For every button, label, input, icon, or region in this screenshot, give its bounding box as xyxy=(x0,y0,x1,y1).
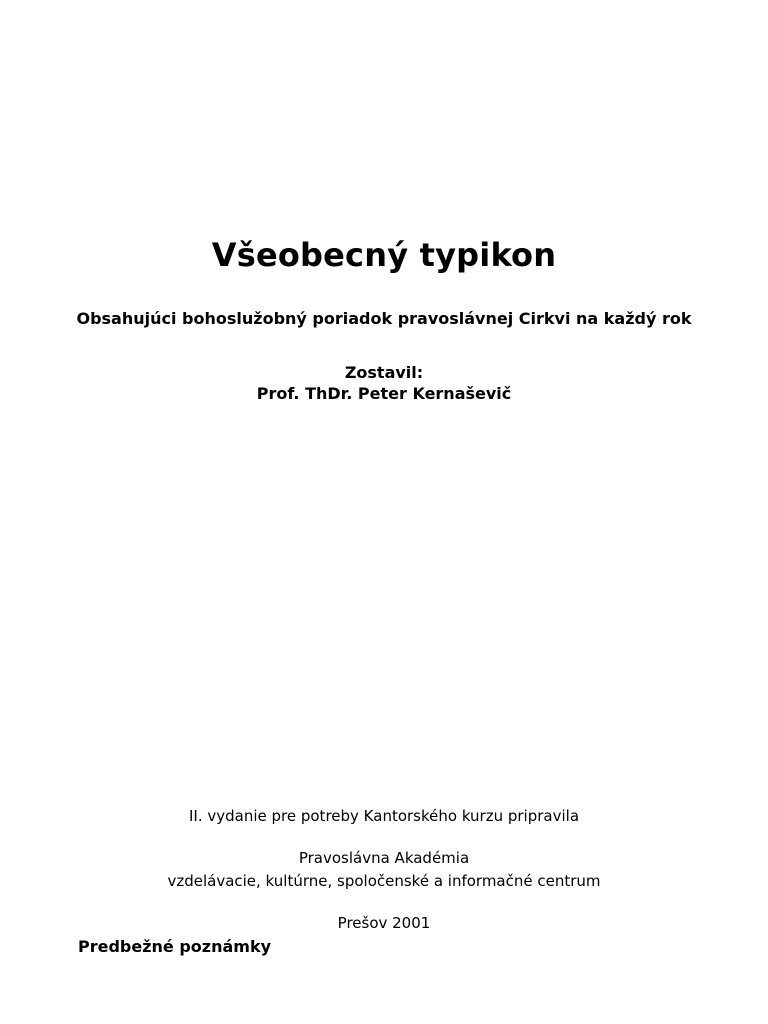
document-title: Všeobecný typikon xyxy=(211,236,557,274)
document-subtitle: Obsahujúci bohoslužobný poriadok pravoslávnej Cirkvi na každý rok xyxy=(76,309,692,328)
edition-note: II. vydanie pre potreby Kantorského kurzu pripravila xyxy=(188,807,580,825)
section-heading: Predbežné poznámky xyxy=(78,937,272,956)
author-name: Prof. ThDr. Peter Kernaševič xyxy=(256,384,512,403)
institution-description: vzdelávacie, kultúrne, spoločenské a informačné centrum xyxy=(167,872,601,890)
place-and-year: Prešov 2001 xyxy=(337,914,431,932)
compiled-by-label: Zostavil: xyxy=(344,363,424,382)
institution-name: Pravoslávna Akadémia xyxy=(298,849,470,867)
